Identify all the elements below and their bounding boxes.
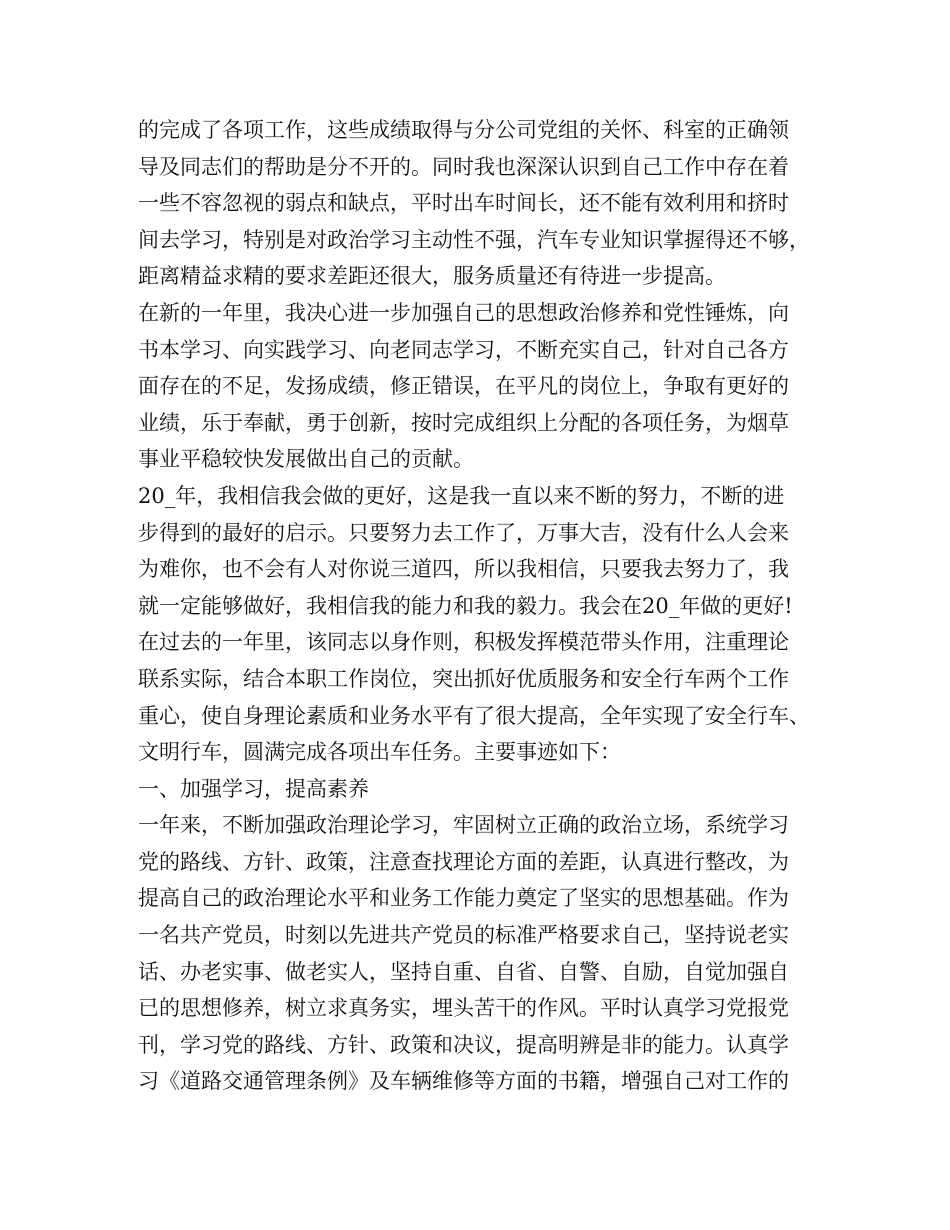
text-line: 刊，学习党的路线、方针、政策和决议，提高明辨是非的能力。认真学 [138,1032,789,1057]
text-line: 提高自己的政治理论水平和业务工作能力奠定了坚实的思想基础。作为 [138,886,789,911]
text-line: 20_年，我相信我会做的更好，这是我一直以来不断的努力，不断的进 [138,483,785,508]
text-line: 一年来，不断加强政治理论学习，牢固树立正确的政治立场，系统学习 [138,813,789,838]
text-line: 步得到的最好的启示。只要努力去工作了，万事大吉，没有什么人会来 [138,520,789,545]
text-line: 联系实际，结合本职工作岗位，突出抓好优质服务和安全行车两个工作 [138,666,789,691]
text-line: 党的路线、方针、政策，注意查找理论方面的差距，认真进行整改，为 [138,849,789,874]
text-line: 的完成了各项工作，这些成绩取得与分公司党组的关怀、科室的正确领 [138,118,789,142]
section-heading: 一、加强学习，提高素养 [138,776,369,801]
text-line: 文明行车，圆满完成各项出车任务。主要事迹如下： [138,740,621,765]
document-body [138,112,828,1100]
text-line: 业绩，乐于奉献，勇于创新，按时完成组织上分配的各项任务，为烟草 [138,410,789,435]
text-line: 一些不容忽视的弱点和缺点，平时出车时间长，还不能有效利用和挤时 [138,191,789,216]
text-line: 在过去的一年里，该同志以身作则，积极发挥模范带头作用，注重理论 [138,630,789,655]
text-line: 已的思想修养，树立求真务实，埋头苦干的作风。平时认真学习党报党 [138,996,789,1021]
text-line: 重心，使自身理论素质和业务水平有了很大提高，全年实现了安全行车、 [138,703,810,728]
text-line: 间去学习，特别是对政治学习主动性不强，汽车专业知识掌握得还不够， [138,227,810,252]
text-line: 事业平稳较快发展做出自己的贡献。 [138,447,474,472]
text-line: 为难你，也不会有人对你说三道四，所以我相信，只要我去努力了，我 [138,557,789,582]
text-line: 就一定能够做好，我相信我的能力和我的毅力。我会在20_年做的更好! [138,593,793,618]
text-line: 话、办老实事、做老实人，坚持自重、自省、自警、自励，自觉加强自 [138,959,789,984]
text-line: 在新的一年里，我决心进一步加强自己的思想政治修养和党性锤炼，向 [138,300,789,325]
text-line: 面存在的不足，发扬成绩，修正错误，在平凡的岗位上，争取有更好的 [138,374,789,399]
text-line: 习《道路交通管理条例》及车辆维修等方面的书籍，增强自己对工作的 [138,1069,789,1094]
text-line: 书本学习、向实践学习、向老同志学习，不断充实自己，针对自己各方 [138,337,789,362]
text-line: 一名共产党员，时刻以先进共产党员的标准严格要求自己，坚持说老实 [138,923,789,948]
text-line: 距离精益求精的要求差距还很大，服务质量还有待进一步提高。 [138,264,726,289]
text-line: 导及同志们的帮助是分不开的。同时我也深深认识到自己工作中存在着 [138,154,789,179]
